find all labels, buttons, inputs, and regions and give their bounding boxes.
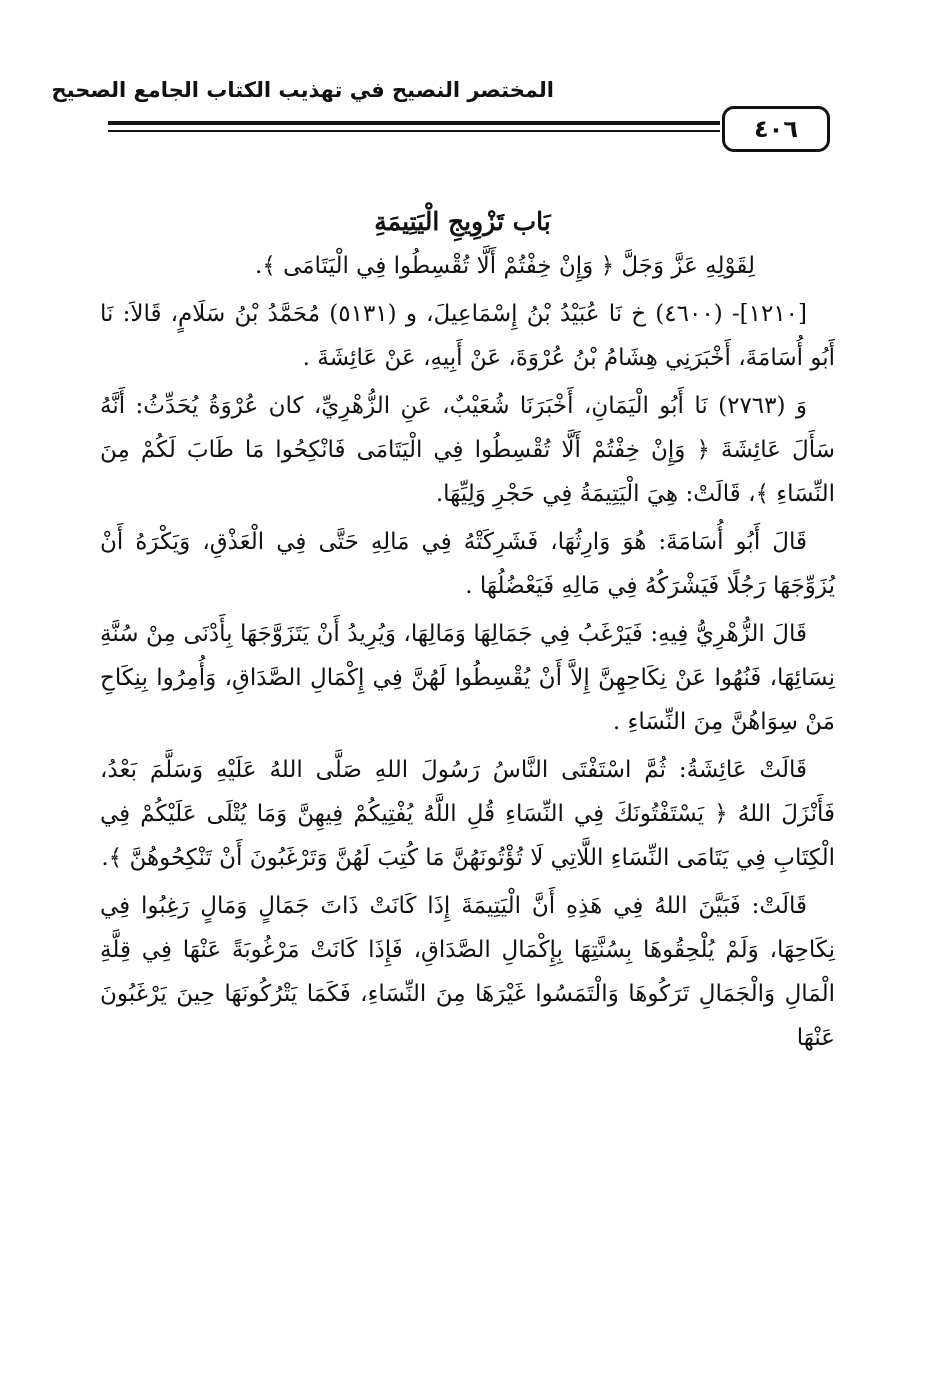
hadith-paragraph-2: وَ (٢٧٦٣) نَا أَبُو الْيَمَانِ، أَخْبَرَنَا شُعَيْبٌ، عَنِ الزُّهْرِيِّ، كان عُرْوَةُ يُحَدِّثُ: أَنَّهُ سَأَلَ عَائِشَةَ ﴿ وَإِنْ خِفْتُمْ أَلَّا تُقْسِطُوا فِي الْيَتَامَى فَانْكِحُوا مَا طَابَ لَكُمْ مِنَ النِّسَاءِ ﴾، قَالَتْ: هِيَ الْيَتِيمَةُ فِي حَجْرِ وَلِيِّهَا. — [100, 393, 835, 507]
hadith-paragraph-6: قَالَتْ: فَبَيَّنَ اللهُ فِي هَذِهِ أَنَّ الْيَتِيمَةَ إِذَا كَانَتْ ذَاتَ جَمَالٍ وَمَالٍ رَغِبُوا فِي نِكَاحِهَا، وَلَمْ يُلْحِقُوهَا بِسُنَّتِهَا بِإِكْمَالِ الصَّدَاقِ، فَإِذَا كَانَتْ مَرْغُوبَةً عَنْهَا فِي قِلَّةِ الْمَالِ وَالْجَمَالِ تَرَكُوهَا وَالْتَمَسُوا غَيْرَهَا مِنَ النِّسَاءِ، فَكَمَا يَتْرُكُونَهَا حِينَ يَرْغَبُونَ عَنْهَا — [100, 893, 835, 1051]
chapter-title: بَاب تَزْوِيجِ الْيَتِيمَةِ — [374, 207, 551, 236]
page-number: ٤٠٦ — [754, 115, 798, 143]
hadith-paragraph-1: [١٢١٠]- (٤٦٠٠) خ نَا عُبَيْدُ بْنُ إِسْمَاعِيلَ، و (٥١٣١) مُحَمَّدُ بْنُ سَلَامٍ، قَالاَ: نَا أَبُو أُسَامَةَ، أَخْبَرَنِي هِشَامُ بْنُ عُرْوَةَ، عَنْ أَبِيهِ، عَنْ عَائِشَةَ . — [100, 301, 835, 371]
page-number-box — [722, 106, 830, 152]
hadith-paragraph-3: قَالَ أَبُو أُسَامَةَ: هُوَ وَارِثُهَا، فَشَرِكَتْهُ فِي مَالِهِ حَتَّى فِي الْعَذْقِ، وَيَكْرَهُ أَنْ يُزَوِّجَهَا رَجُلًا فَيَشْرَكُهُ فِي مَالِهِ فَيَعْضُلُهَا . — [100, 529, 835, 599]
header-rule-thin — [108, 130, 720, 132]
running-title: المختصر النصيح في تهذيب الكتاب الجامع الصحيح — [51, 78, 554, 102]
header-rule-thick — [108, 121, 720, 125]
verse-intro: لِقَوْلِهِ عَزَّ وَجَلَّ ﴿ وَإِنْ خِفْتُمْ أَلَّا تُقْسِطُوا فِي الْيَتَامَى ﴾. — [254, 253, 755, 279]
page-body — [100, 200, 835, 1064]
hadith-paragraph-5: قَالَتْ عَائِشَةُ: ثُمَّ اسْتَفْتَى النَّاسُ رَسُولَ اللهِ صَلَّى اللهُ عَلَيْهِ وَسَلَّمَ بَعْدُ، فَأَنْزَلَ اللهُ ﴿ يَسْتَفْتُونَكَ فِي النِّسَاءِ قُلِ اللَّهُ يُفْتِيكُمْ فِيهِنَّ وَمَا يُتْلَى عَلَيْكُمْ فِي الْكِتَابِ فِي يَتَامَى النِّسَاءِ اللَّاتِي لَا تُؤْتُونَهُنَّ مَا كُتِبَ لَهُنَّ وَتَرْغَبُونَ أَنْ تَنْكِحُوهُنَّ ﴾. — [100, 757, 835, 871]
hadith-paragraph-4: قَالَ الزُّهْرِيُّ فِيهِ: فَيَرْغَبُ فِي جَمَالِهَا وَمَالِهَا، وَيُرِيدُ أَنْ يَتَزَوَّجَهَا بِأَدْنَى مِنْ سُنَّةِ نِسَائِهَا، فَنُهُوا عَنْ نِكَاحِهِنَّ إِلاَّ أَنْ يُقْسِطُوا لَهُنَّ فِي إِكْمَالِ الصَّدَاقِ، وَأُمِرُوا بِنِكَاحِ مَنْ سِوَاهُنَّ مِنَ النِّسَاءِ . — [100, 621, 835, 735]
